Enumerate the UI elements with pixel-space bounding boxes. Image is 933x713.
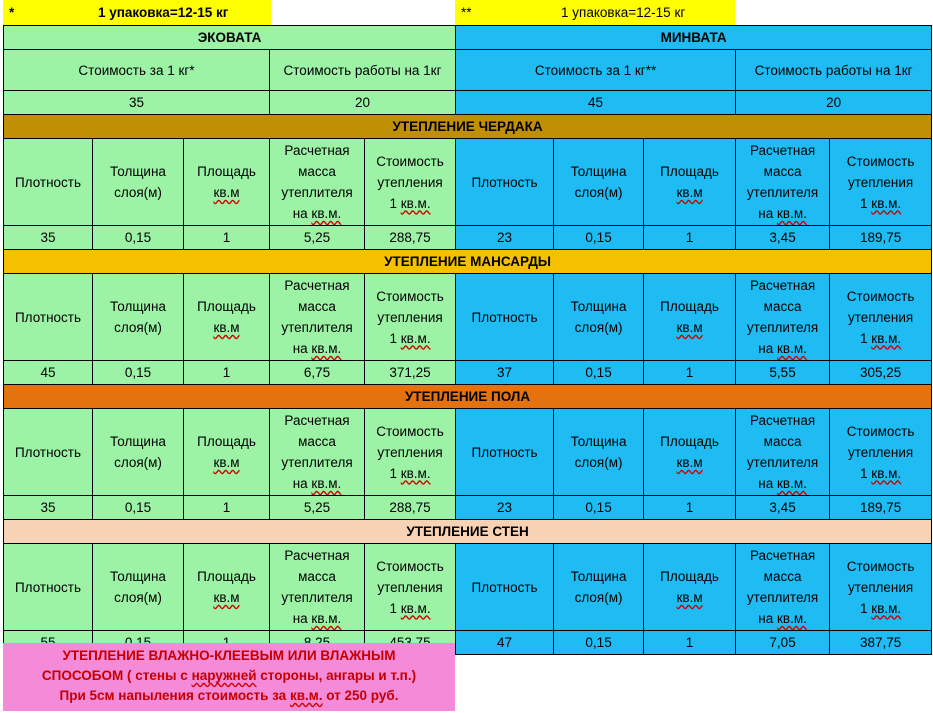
- ecowool-mass-header: Расчетная масса утеплителя на кв.м.: [270, 544, 365, 631]
- ecowool-cost-value: 288,75: [365, 226, 456, 250]
- section-title-mansard: УТЕПЛЕНИЕ МАНСАРДЫ: [4, 250, 932, 274]
- mineral-cost-per-kg: 45: [456, 91, 736, 115]
- ecowool-thickness-header: Толщина слоя(м): [93, 139, 184, 226]
- mineral-density-value: 23: [456, 496, 554, 520]
- ecowool-cost-value: 288,75: [365, 496, 456, 520]
- mineral-cost-value: 189,75: [830, 226, 932, 250]
- note-text: 1 упаковка=12-15 кг: [98, 5, 229, 20]
- mineral-mass-header: Расчетная масса утеплителя на кв.м.: [736, 544, 830, 631]
- mineral-work-cost: 20: [736, 91, 932, 115]
- insulation-price-table: [3, 25, 932, 655]
- ecowool-mass-header: Расчетная масса утеплителя на кв.м.: [270, 409, 365, 496]
- note-text: 1 упаковка=12-15 кг: [561, 5, 686, 20]
- ecowool-thickness-value: 0,15: [93, 496, 184, 520]
- mineral-density-header: Плотность: [456, 274, 554, 361]
- ecowool-thickness-value: 0,15: [93, 226, 184, 250]
- mineral-area-header: Площадь кв.м: [644, 409, 736, 496]
- ecowool-density-value: 35: [4, 226, 93, 250]
- mineral-title: МИНВАТА: [456, 26, 932, 50]
- ecowool-area-header: Площадь кв.м: [184, 139, 270, 226]
- ecowool-cost-header: Стоимость утепления 1 кв.м.: [365, 274, 456, 361]
- mineral-cost-header: Стоимость утепления 1 кв.м.: [830, 139, 932, 226]
- ecowool-area-header: Площадь кв.м: [184, 544, 270, 631]
- ecowool-cost-value: 371,25: [365, 361, 456, 385]
- ecowool-cost-header: Стоимость утепления 1 кв.м.: [365, 544, 456, 631]
- ecowool-mass-header: Расчетная масса утеплителя на кв.м.: [270, 139, 365, 226]
- ecowool-density-header: Плотность: [4, 139, 93, 226]
- mineral-thickness-header: Толщина слоя(м): [554, 274, 644, 361]
- ecowool-thickness-header: Толщина слоя(м): [93, 274, 184, 361]
- mineral-work-cost-label: Стоимость работы на 1кг: [736, 50, 932, 91]
- mineral-thickness-header: Толщина слоя(м): [554, 544, 644, 631]
- mineral-cost-value: 189,75: [830, 496, 932, 520]
- ecowool-cost-per-kg-label: Стоимость за 1 кг*: [4, 50, 270, 91]
- mineral-density-header: Плотность: [456, 544, 554, 631]
- mineral-density-header: Плотность: [456, 139, 554, 226]
- ecowool-package-note: [3, 0, 271, 25]
- mineral-cost-per-kg-label: Стоимость за 1 кг**: [456, 50, 736, 91]
- section-title-attic: УТЕПЛЕНИЕ ЧЕРДАКА: [4, 115, 932, 139]
- ecowool-mass-value: 6,75: [270, 361, 365, 385]
- ecowool-density-header: Плотность: [4, 274, 93, 361]
- footer-line: СПОСОБОМ ( стены с наружней стороны, ангары и т.п.): [41, 668, 417, 683]
- ecowool-cost-header: Стоимость утепления 1 кв.м.: [365, 139, 456, 226]
- mineral-area-value: 1: [644, 631, 736, 655]
- ecowool-density-value: 45: [4, 361, 93, 385]
- mineral-cost-header: Стоимость утепления 1 кв.м.: [830, 544, 932, 631]
- ecowool-area-header: Площадь кв.м: [184, 409, 270, 496]
- ecowool-mass-value: 5,25: [270, 496, 365, 520]
- mineral-thickness-header: Толщина слоя(м): [554, 409, 644, 496]
- ecowool-thickness-value: 0,15: [93, 361, 184, 385]
- mineral-cost-header: Стоимость утепления 1 кв.м.: [830, 409, 932, 496]
- ecowool-density-header: Плотность: [4, 544, 93, 631]
- mineral-mass-value: 7,05: [736, 631, 830, 655]
- ecowool-cost-header: Стоимость утепления 1 кв.м.: [365, 409, 456, 496]
- ecowool-density-value: 35: [4, 496, 93, 520]
- note-mark: **: [461, 5, 472, 20]
- section-title-floor: УТЕПЛЕНИЕ ПОЛА: [4, 385, 932, 409]
- ecowool-area-value: 1: [184, 496, 270, 520]
- mineral-density-header: Плотность: [456, 409, 554, 496]
- mineral-density-value: 23: [456, 226, 554, 250]
- ecowool-mass-value: 5,25: [270, 226, 365, 250]
- mineral-area-header: Площадь кв.м: [644, 544, 736, 631]
- mineral-mass-header: Расчетная масса утеплителя на кв.м.: [736, 409, 830, 496]
- mineral-thickness-value: 0,15: [554, 631, 644, 655]
- mineral-area-header: Площадь кв.м: [644, 139, 736, 226]
- footer-line: При 5см напыления стоимость за кв.м. от 250 руб.: [59, 688, 399, 703]
- ecowool-area-value: 1: [184, 361, 270, 385]
- mineral-cost-value: 305,25: [830, 361, 932, 385]
- mineral-area-header: Площадь кв.м: [644, 274, 736, 361]
- note-mark: *: [9, 5, 15, 20]
- ecowool-density-header: Плотность: [4, 409, 93, 496]
- mineral-area-value: 1: [644, 496, 736, 520]
- ecowool-thickness-header: Толщина слоя(м): [93, 409, 184, 496]
- mineral-thickness-value: 0,15: [554, 496, 644, 520]
- mineral-mass-value: 5,55: [736, 361, 830, 385]
- mineral-thickness-header: Толщина слоя(м): [554, 139, 644, 226]
- mineral-cost-header: Стоимость утепления 1 кв.м.: [830, 274, 932, 361]
- mineral-cost-value: 387,75: [830, 631, 932, 655]
- ecowool-area-value: 1: [184, 226, 270, 250]
- mineral-density-value: 47: [456, 631, 554, 655]
- ecowool-area-header: Площадь кв.м: [184, 274, 270, 361]
- mineral-area-value: 1: [644, 226, 736, 250]
- ecowool-work-cost-label: Стоимость работы на 1кг: [270, 50, 456, 91]
- mineral-package-note: [455, 0, 735, 25]
- mineral-mass-header: Расчетная масса утеплителя на кв.м.: [736, 274, 830, 361]
- section-title-walls: УТЕПЛЕНИЕ СТЕН: [4, 520, 932, 544]
- ecowool-mass-header: Расчетная масса утеплителя на кв.м.: [270, 274, 365, 361]
- ecowool-cost-per-kg: 35: [4, 91, 270, 115]
- ecowool-title: ЭКОВАТА: [4, 26, 456, 50]
- footer-line: УТЕПЛЕНИЕ ВЛАЖНО-КЛЕЕВЫМ ИЛИ ВЛАЖНЫМ: [62, 648, 396, 663]
- mineral-mass-value: 3,45: [736, 226, 830, 250]
- ecowool-work-cost: 20: [270, 91, 456, 115]
- mineral-density-value: 37: [456, 361, 554, 385]
- mineral-mass-value: 3,45: [736, 496, 830, 520]
- wet-method-footer-note: [3, 643, 455, 711]
- mineral-mass-header: Расчетная масса утеплителя на кв.м.: [736, 139, 830, 226]
- mineral-thickness-value: 0,15: [554, 226, 644, 250]
- mineral-thickness-value: 0,15: [554, 361, 644, 385]
- mineral-area-value: 1: [644, 361, 736, 385]
- ecowool-thickness-header: Толщина слоя(м): [93, 544, 184, 631]
